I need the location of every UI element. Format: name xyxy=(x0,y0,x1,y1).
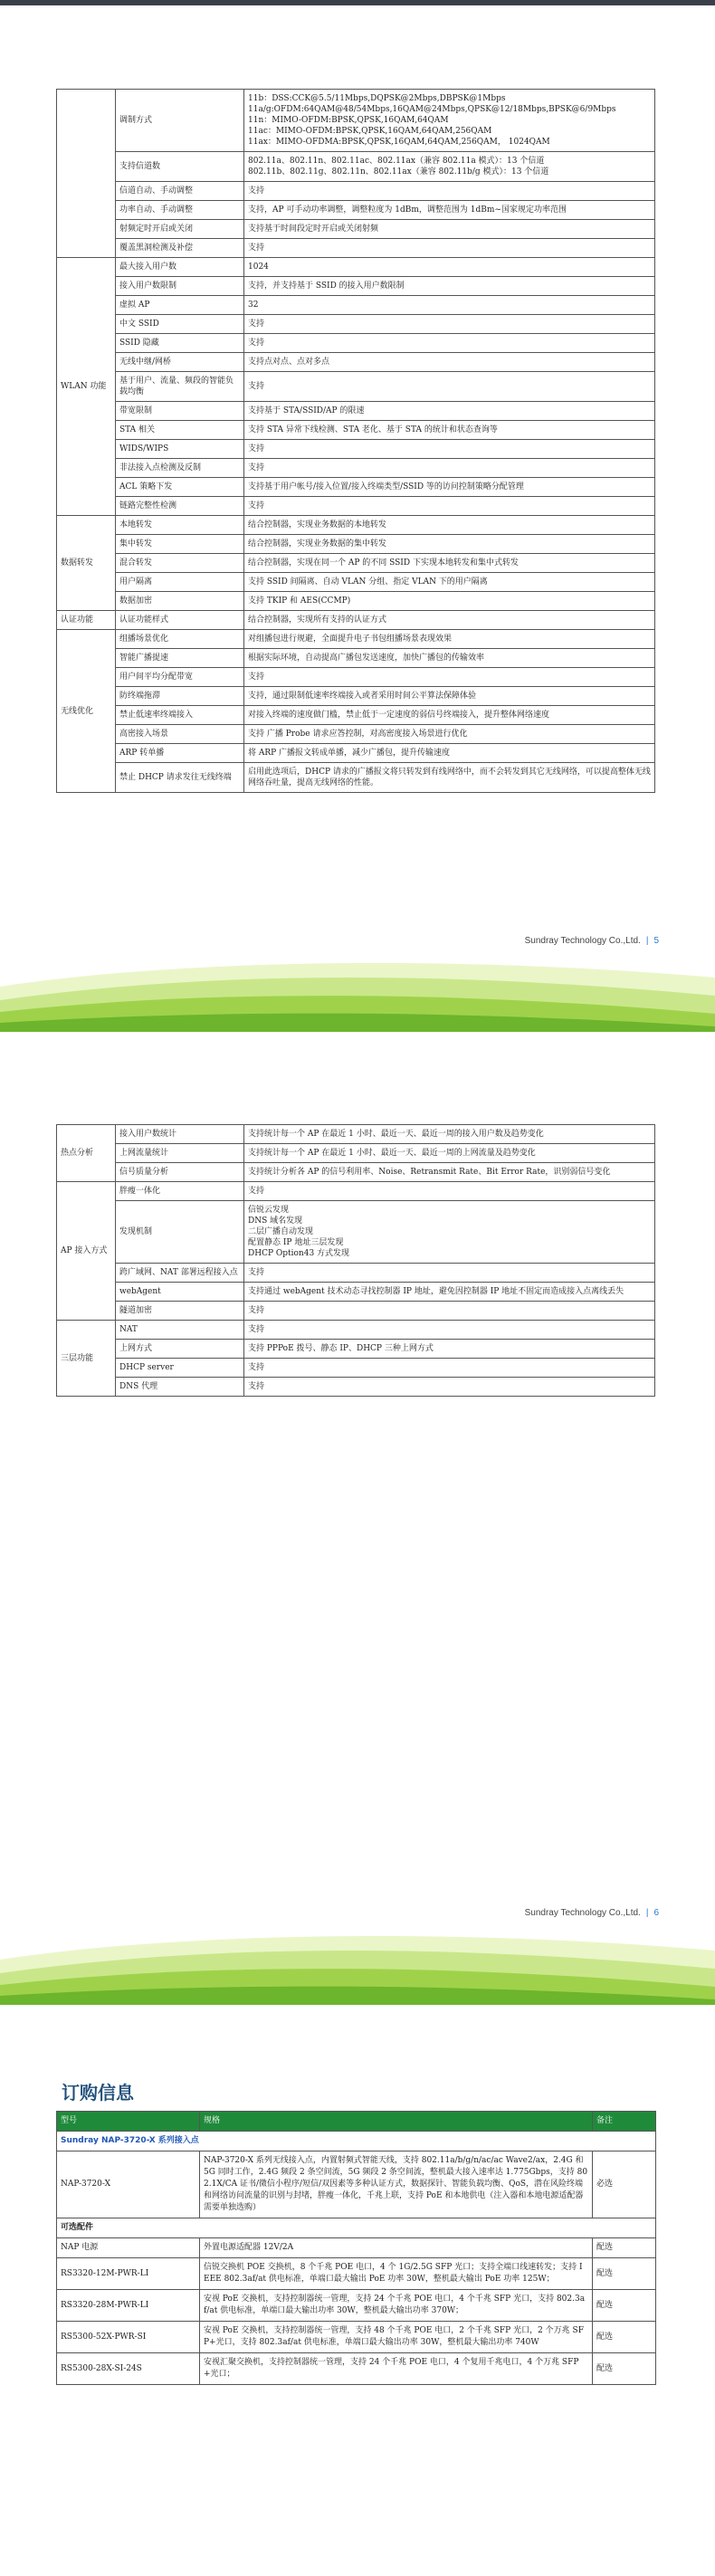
spec-row xyxy=(57,239,655,258)
feature-value: 支持 xyxy=(244,1359,655,1378)
accessory-row xyxy=(57,2238,656,2258)
optional-title: 可选配件 xyxy=(57,2218,656,2238)
header-note: 备注 xyxy=(593,2112,656,2132)
section-row xyxy=(57,2132,656,2151)
spec-row xyxy=(57,687,655,706)
cell-spec: 外置电源适配器 12V/2A xyxy=(200,2238,593,2258)
feature-value: 支持 xyxy=(244,668,655,687)
spec-row xyxy=(57,1144,655,1163)
feature-value: 结合控制器，实现在同一个 AP 的不同 SSID 下实现本地转发和集中式转发 xyxy=(244,554,655,573)
feature-name: 集中转发 xyxy=(116,535,244,554)
spec-row xyxy=(57,296,655,315)
feature-value: 结合控制器，实现业务数据的本地转发 xyxy=(244,516,655,535)
spec-table-page-5 xyxy=(56,89,655,793)
spec-row xyxy=(57,372,655,402)
feature-value: 支持，并支持基于 SSID 的接入用户数限制 xyxy=(244,277,655,296)
spec-row xyxy=(57,1321,655,1340)
footer-separator: | xyxy=(645,936,649,946)
order-table xyxy=(56,2111,656,2385)
feature-name: webAgent xyxy=(116,1283,244,1302)
feature-value: 支持 xyxy=(244,182,655,201)
cell-spec: 安视 PoE 交换机，支持控制器统一管理，支持 48 个千兆 POE 电口，2 个千兆 SFP 光口，2 个万兆 SFP+光口，支持 802.3af/at 供电标准，单端口最大输出功率 30W，整机最大输出功率 740W xyxy=(200,2322,593,2353)
feature-value: 11b：DSS:CCK@5.5/11Mbps,DQPSK@2Mbps,DBPSK@1Mbps 11a/g:OFDM:64QAM@48/54Mbps,16QAM@24Mbps,QPSK@12/18Mbps,BPSK@6/9Mbps 11n：MIMO-OFDM:BPSK,QPSK,16QAM,64QAM 11ac：MIMO-OFDM:BPSK,QPSK,16QAM,64QAM,256QAM 11ax：MIMO-OFDMA:BPSK,QPSK,16QAM,64QAM,256QAM， 1024QAM xyxy=(244,90,655,152)
feature-value: 支持点对点、点对多点 xyxy=(244,353,655,372)
spec-row xyxy=(57,554,655,573)
accessory-row xyxy=(57,2322,656,2353)
feature-name: 跨广域网、NAT 部署远程接入点 xyxy=(116,1264,244,1283)
feature-name: 射频定时开启或关闭 xyxy=(116,220,244,239)
cell-note: 配选 xyxy=(593,2290,656,2322)
accessory-row xyxy=(57,2290,656,2322)
spec-row xyxy=(57,592,655,611)
feature-value: 支持 xyxy=(244,1182,655,1201)
cell-note: 配选 xyxy=(593,2258,656,2290)
spec-row xyxy=(57,277,655,296)
spec-row xyxy=(57,1264,655,1283)
spec-row xyxy=(57,611,655,630)
feature-name: 用户间平均分配带宽 xyxy=(116,668,244,687)
spec-row xyxy=(57,440,655,459)
spec-row xyxy=(57,744,655,763)
spec-row xyxy=(57,258,655,277)
spec-row xyxy=(57,1283,655,1302)
feature-name: 接入用户数统计 xyxy=(116,1125,244,1144)
feature-name: 禁止 DHCP 请求发往无线终端 xyxy=(116,763,244,793)
cell-note: 配选 xyxy=(593,2238,656,2258)
feature-value: 支持 xyxy=(244,459,655,478)
feature-value: 对组播包进行规避，全面提升电子书包组播场景表现效果 xyxy=(244,630,655,649)
spec-row xyxy=(57,497,655,516)
footer-company: Sundray Technology Co.,Ltd. xyxy=(524,1908,641,1918)
accessory-row xyxy=(57,2353,656,2385)
main-product-row xyxy=(57,2151,656,2218)
feature-name: ARP 转单播 xyxy=(116,744,244,763)
footer-page-5 xyxy=(525,936,659,946)
feature-name: 非法接入点检测及反制 xyxy=(116,459,244,478)
spec-row xyxy=(57,1340,655,1359)
page-6 xyxy=(0,1032,715,2027)
feature-value: 支持 xyxy=(244,1378,655,1397)
feature-name: 中文 SSID xyxy=(116,315,244,334)
feature-value: 支持 xyxy=(244,1321,655,1340)
feature-name: 用户隔离 xyxy=(116,573,244,592)
group-label: AP 接入方式 xyxy=(57,1182,116,1321)
feature-value: 支持统计分析各 AP 的信号利用率、Noise、Retransmit Rate、Bit Error Rate，识别弱信号变化 xyxy=(244,1163,655,1182)
feature-name: 隧道加密 xyxy=(116,1302,244,1321)
feature-name: 覆盖黑洞检测及补偿 xyxy=(116,239,244,258)
spec-row xyxy=(57,1182,655,1201)
feature-name: 数据加密 xyxy=(116,592,244,611)
spec-row xyxy=(57,649,655,668)
feature-value: 支持 xyxy=(244,239,655,258)
feature-name: 混合转发 xyxy=(116,554,244,573)
feature-name: 基于用户、流量、频段的智能负载均衡 xyxy=(116,372,244,402)
cell-note: 必选 xyxy=(593,2151,656,2218)
section-title: Sundray NAP-3720-X 系列接入点 xyxy=(57,2132,656,2151)
spec-row xyxy=(57,201,655,220)
cell-spec: 安视 PoE 交换机，支持控制器统一管理，支持 24 个千兆 POE 电口，4 个千兆 SFP 光口，支持 802.3af/at 供电标准，单端口最大输出功率 30W，整机最大输出功率 370W； xyxy=(200,2290,593,2322)
footer-separator: | xyxy=(645,1908,649,1918)
spec-row xyxy=(57,353,655,372)
feature-value: 支持 广播 Probe 请求应答控制，对高密度接入场景进行优化 xyxy=(244,725,655,744)
feature-name: 本地转发 xyxy=(116,516,244,535)
cell-spec: 信锐交换机 POE 交换机，8 个千兆 POE 电口，4 个 1G/2.5G SFP 光口；支持全端口线速转发；支持 IEEE 802.3af/at 供电标准，单端口最大输出 PoE 功率 30W，整机最大输出 PoE 功率 125W； xyxy=(200,2258,593,2290)
green-wave-decoration xyxy=(0,1923,715,2005)
feature-name: 虚拟 AP xyxy=(116,296,244,315)
feature-name: NAT xyxy=(116,1321,244,1340)
spec-row xyxy=(57,421,655,440)
feature-name: WIDS/WIPS xyxy=(116,440,244,459)
feature-value: 支持 SSID 间隔离、自动 VLAN 分组、指定 VLAN 下的用户隔离 xyxy=(244,573,655,592)
feature-value: 支持 xyxy=(244,372,655,402)
feature-value: 信锐云发现 DNS 域名发现 二层广播自动发现 配置静态 IP 地址三层发现 DHCP Option43 方式发现 xyxy=(244,1201,655,1264)
feature-name: 高密接入场景 xyxy=(116,725,244,744)
feature-value: 支持 xyxy=(244,334,655,353)
feature-value: 支持 xyxy=(244,1302,655,1321)
feature-name: 认证功能样式 xyxy=(116,611,244,630)
group-label: WLAN 功能 xyxy=(57,258,116,516)
spec-row xyxy=(57,182,655,201)
group-label: 无线优化 xyxy=(57,630,116,793)
spec-row xyxy=(57,1125,655,1144)
feature-name: ACL 策略下发 xyxy=(116,478,244,497)
feature-name: 支持信道数 xyxy=(116,152,244,182)
feature-name: 组播场景优化 xyxy=(116,630,244,649)
group-label: 认证功能 xyxy=(57,611,116,630)
feature-name: 智能广播提速 xyxy=(116,649,244,668)
feature-value: 支持 xyxy=(244,440,655,459)
spec-row xyxy=(57,152,655,182)
spec-row xyxy=(57,478,655,497)
spec-row xyxy=(57,1302,655,1321)
feature-value: 对接入终端的速度做门槛，禁止低于一定速度的弱信号终端接入，提升整体网络速度 xyxy=(244,706,655,725)
cell-model: RS5300-28X-SI-24S xyxy=(57,2353,200,2385)
feature-name: 上网流量统计 xyxy=(116,1144,244,1163)
feature-name: 防终端拖滞 xyxy=(116,687,244,706)
feature-value: 支持基于时间段定时开启或关闭射频 xyxy=(244,220,655,239)
spec-row xyxy=(57,763,655,793)
feature-value: 支持，通过限制低速率终端接入或者采用时间公平算法保障体验 xyxy=(244,687,655,706)
spec-row xyxy=(57,1359,655,1378)
footer-company: Sundray Technology Co.,Ltd. xyxy=(524,936,641,946)
feature-name: DHCP server xyxy=(116,1359,244,1378)
group-label: 热点分析 xyxy=(57,1125,116,1182)
order-title: 订购信息 xyxy=(62,2082,134,2104)
group-label xyxy=(57,90,116,258)
spec-row xyxy=(57,90,655,152)
spec-row xyxy=(57,1378,655,1397)
feature-value: 802.11a、802.11n、802.11ac、802.11ax（兼容 802.11a 模式）：13 个信道 802.11b、802.11g、802.11n、802.11ax（兼容 802.11b/g 模式）：13 个信道 xyxy=(244,152,655,182)
page-5 xyxy=(0,0,715,1005)
group-label: 数据转发 xyxy=(57,516,116,611)
optional-section-row xyxy=(57,2218,656,2238)
spec-row xyxy=(57,220,655,239)
feature-name: 调制方式 xyxy=(116,90,244,152)
feature-name: 上网方式 xyxy=(116,1340,244,1359)
spec-table-page-6 xyxy=(56,1124,655,1397)
cell-model: NAP-3720-X xyxy=(57,2151,200,2218)
feature-value: 将 ARP 广播报文转成单播，减少广播包，提升传输速度 xyxy=(244,744,655,763)
cell-spec: 安视汇聚交换机，支持控制器统一管理，支持 24 个千兆 POE 电口，4 个复用千兆电口，4 个万兆 SFP+光口； xyxy=(200,2353,593,2385)
cell-model: RS5300-52X-PWR-SI xyxy=(57,2322,200,2353)
feature-name: 链路完整性检测 xyxy=(116,497,244,516)
feature-value: 支持 TKIP 和 AES(CCMP) xyxy=(244,592,655,611)
cell-model: NAP 电源 xyxy=(57,2238,200,2258)
spec-row xyxy=(57,459,655,478)
feature-value: 32 xyxy=(244,296,655,315)
spec-row xyxy=(57,1201,655,1264)
feature-name: 功率自动、手动调整 xyxy=(116,201,244,220)
spec-row xyxy=(57,1163,655,1182)
feature-value: 支持 STA 异常下线检测、STA 老化、基于 STA 的统计和状态查询等 xyxy=(244,421,655,440)
feature-name: 胖瘦一体化 xyxy=(116,1182,244,1201)
feature-value: 支持基于用户帐号/接入位置/接入终端类型/SSID 等的访问控制策略分配管理 xyxy=(244,478,655,497)
spec-row xyxy=(57,315,655,334)
feature-value: 支持 PPPoE 拨号、静态 IP、DHCP 三种上网方式 xyxy=(244,1340,655,1359)
feature-value: 支持统计每一个 AP 在最近 1 小时、最近一天、最近一周的接入用户数及趋势变化 xyxy=(244,1125,655,1144)
spec-row xyxy=(57,535,655,554)
feature-value: 支持 xyxy=(244,497,655,516)
feature-name: DNS 代理 xyxy=(116,1378,244,1397)
feature-value: 支持基于 STA/SSID/AP 的限速 xyxy=(244,402,655,421)
footer-page-6 xyxy=(525,1908,659,1918)
header-spec: 规格 xyxy=(200,2112,593,2132)
cell-model: RS3320-28M-PWR-LI xyxy=(57,2290,200,2322)
feature-name: SSID 隐藏 xyxy=(116,334,244,353)
feature-value: 支持，AP 可手动功率调整，调整粒度为 1dBm，调整范围为 1dBm~国家规定功率范围 xyxy=(244,201,655,220)
cell-note: 配选 xyxy=(593,2353,656,2385)
feature-name: 带宽限制 xyxy=(116,402,244,421)
feature-value: 支持统计每一个 AP 在最近 1 小时、最近一天、最近一周的上网流量及趋势变化 xyxy=(244,1144,655,1163)
feature-name: 接入用户数限制 xyxy=(116,277,244,296)
order-page xyxy=(0,2027,715,2576)
feature-value: 支持 xyxy=(244,315,655,334)
spec-row xyxy=(57,573,655,592)
footer-page-number: 6 xyxy=(653,1908,659,1918)
feature-value: 支持 xyxy=(244,1264,655,1283)
feature-value: 支持通过 webAgent 技术动态寻找控制器 IP 地址，避免因控制器 IP 地址不固定而造成接入点离线丢失 xyxy=(244,1283,655,1302)
footer-page-number: 5 xyxy=(653,936,659,946)
spec-row xyxy=(57,725,655,744)
feature-name: 无线中继/网桥 xyxy=(116,353,244,372)
header-model: 型号 xyxy=(57,2112,200,2132)
feature-value: 结合控制器，实现业务数据的集中转发 xyxy=(244,535,655,554)
spec-row xyxy=(57,402,655,421)
feature-name: 发现机制 xyxy=(116,1201,244,1264)
spec-row xyxy=(57,706,655,725)
feature-name: 禁止低速率终端接入 xyxy=(116,706,244,725)
green-wave-decoration xyxy=(0,950,715,1032)
cell-note: 配选 xyxy=(593,2322,656,2353)
accessory-row xyxy=(57,2258,656,2290)
feature-value: 根据实际环境，自动提高广播包发送速度，加快广播包的传输效率 xyxy=(244,649,655,668)
spec-row xyxy=(57,334,655,353)
spec-row xyxy=(57,516,655,535)
cell-spec: NAP-3720-X 系列无线接入点，内置射频式智能天线，支持 802.11a/b/g/n/ac/ac Wave2/ax，2.4G 和 5G 同时工作，2.4G 频段 2 条空间流，5G 频段 2 条空间流，整机最大接入速率达 1.775Gbps，支持 802.1X/CA 证书/微信小程序/短信/双因素等多种认证方式，数据探针、智能负载均衡、QoS，潜在风险终端和网络访问流量的识别与封堵，胖瘦一体化，千兆上联，支持 PoE 和本地供电（注入器和本地电源适配器需要单独选购） xyxy=(200,2151,593,2218)
order-header-row xyxy=(57,2112,656,2132)
spec-row xyxy=(57,668,655,687)
feature-value: 1024 xyxy=(244,258,655,277)
spec-row xyxy=(57,630,655,649)
feature-name: STA 相关 xyxy=(116,421,244,440)
feature-value: 启用此选项后，DHCP 请求的广播报文将只转发到有线网络中，而不会转发到其它无线网络，可以提高整体无线网络吞吐量，提高无线网络的性能。 xyxy=(244,763,655,793)
feature-name: 信道自动、手动调整 xyxy=(116,182,244,201)
feature-name: 最大接入用户数 xyxy=(116,258,244,277)
group-label: 三层功能 xyxy=(57,1321,116,1397)
feature-value: 结合控制器，实现所有支持的认证方式 xyxy=(244,611,655,630)
feature-name: 信号质量分析 xyxy=(116,1163,244,1182)
cell-model: RS3320-12M-PWR-LI xyxy=(57,2258,200,2290)
